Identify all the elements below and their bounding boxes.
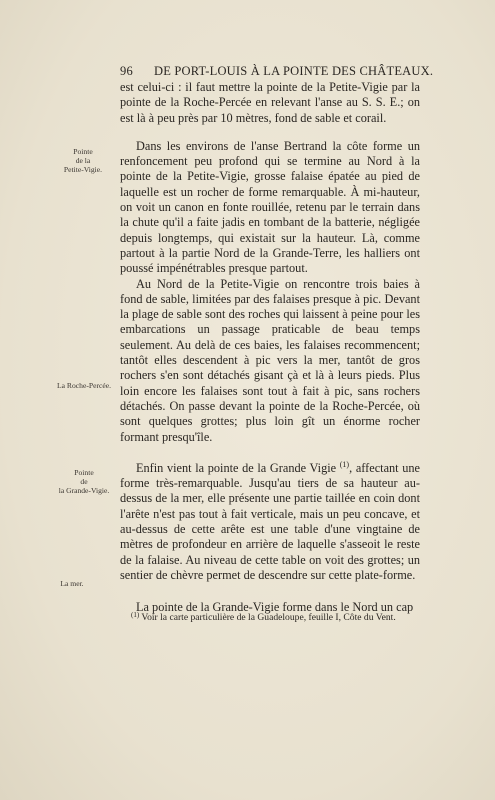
main-text <box>120 80 420 616</box>
paragraph-petite-vigie-north: Au Nord de la Petite-Vigie on rencontre trois baies à fond de sable, limitées par des falaises presque à pic. Devant la plage de sable sont des roches qui laissent à peine pour les embarcations un passage praticable de beau temps seulement. Au delà de ces baies, les falaises recommencent; tantôt elles descendent à pic vers la mer, tantôt de gros rochers s'en sont détachés gisant çà et là à leurs pieds. Plus loin encore les falaises sont tout à fait à pic, sans rochers détachés. On passe devant la pointe de la Roche-Percée, où sont quelques grottes; plus loin gît un énorme rocher formant presqu'île. <box>120 276 420 444</box>
running-title: DE PORT-LOUIS À LA POINTE DES CHÂTEAUX. <box>154 64 434 78</box>
running-header <box>120 64 434 80</box>
paragraph-la-mer: La pointe de la Grande-Vigie forme dans le Nord un cap <box>136 600 414 615</box>
margin-note-grande-vigie: Pointe de la Grande-Vigie. <box>58 468 110 495</box>
page-number: 96 <box>120 64 133 78</box>
paragraph-anse-bertrand: Dans les environs de l'anse Bertrand la côte forme un renfoncement peu profond qui se termine au Nord à la pointe de la Petite-Vigie, grosse falaise épatée au pied de laquelle est un rocher de forme remarquable. À mi-hauteur, on voit un canon en fonte rouillée, retenu par le terrain dans la chute qu'il a faite jadis en tombant de la batterie, négligée depuis longtemps, qui existait sur la hauteur. Là, comme partout à la partie Nord de la Grande-Terre, les halliers ont poussé impénétrables presque partout. <box>120 138 420 276</box>
margin-note-roche-percee: La Roche-Percée. <box>57 381 111 390</box>
footnote <box>131 609 431 624</box>
paragraph-grande-vigie: Enfin vient la pointe de la Grande Vigie $^{(1)}$, affectant une forme très-remarquable. Jusqu'au tiers de sa hauteur au-dessus de la mer, elle présente une partie taillée en coin dont l'arête n'est pas tout à fait verticale, mais un peu concave, et au-dessus de cette arête est une table d'une vingtaine de mètres de profondeur en arrière de laquelle s'asseoit le reste de la falaise. Au niveau de cette table on voit des grottes; un sentier de chèvre permet de descendre sur cette plate-forme. <box>120 459 421 582</box>
footnote-reference: (1) <box>339 459 350 469</box>
footnote-mark: (1) <box>131 611 140 619</box>
margin-note-petite-vigie: Pointe de la Petite-Vigie. <box>63 147 103 174</box>
footnote-text: Voir la carte particulière de la Guadeloupe, feuille I, Côte du Vent. <box>139 612 396 623</box>
margin-note-la-mer: La mer. <box>60 579 84 588</box>
paragraph-continued: est celui-ci : il faut mettre la pointe de la Petite-Vigie par la pointe de la Roche-Percée en relevant l'anse au S. S. E.; on est là à peu près par 10 mètres, fond de sable et corail. <box>120 80 420 125</box>
